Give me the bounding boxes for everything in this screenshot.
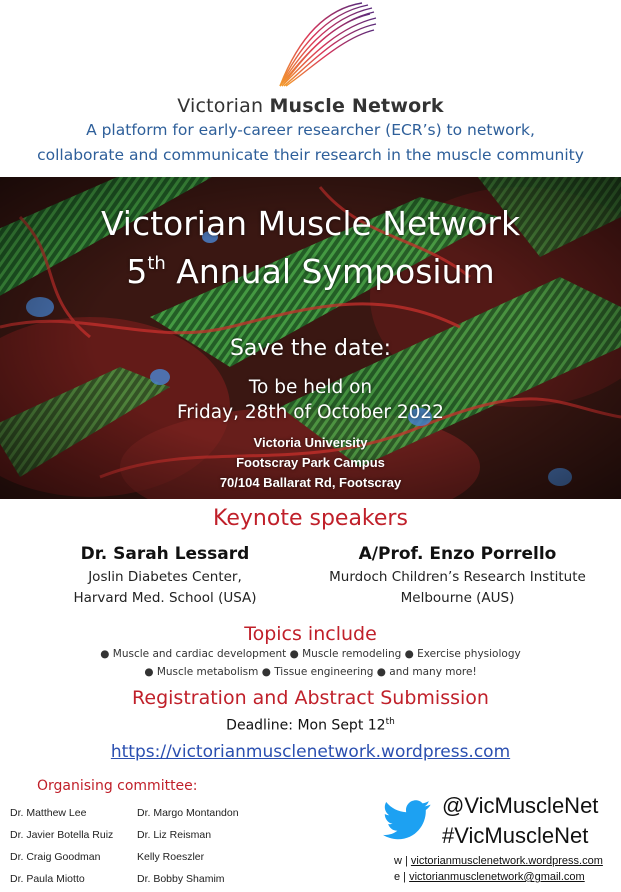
registration-link[interactable]: https://victorianmusclenetwork.wordpress.com <box>110 742 511 762</box>
tagline-line-1: A platform for early-career researcher (ECR’s) to network, <box>86 121 535 139</box>
twitter-hashtag[interactable]: #VicMuscleNet <box>442 823 589 848</box>
committee-member: Dr. Bobby Shamim <box>137 873 225 885</box>
twitter-handle[interactable]: @VicMuscleNet <box>442 793 599 818</box>
speaker-2 <box>310 544 605 609</box>
speaker-1 <box>20 544 310 609</box>
website-contact: w | victorianmusclenetwork.wordpress.com <box>394 855 603 867</box>
committee-member: Dr. Javier Botella Ruiz <box>10 829 114 841</box>
speaker-name: A/Prof. Enzo Porrello <box>358 544 557 564</box>
committee-member: Dr. Margo Montandon <box>137 807 239 819</box>
speaker-affiliation: Melbourne (AUS) <box>400 590 515 606</box>
save-the-date: Save the date: <box>229 336 392 361</box>
twitter-bird-icon <box>383 800 431 840</box>
symposium-title: Victorian Muscle Network <box>100 204 521 243</box>
keynote-title: Keynote speakers <box>213 506 408 531</box>
committee-title: Organising committee: <box>37 778 198 794</box>
committee-member: Kelly Roeszler <box>137 851 205 863</box>
committee-member: Dr. Matthew Lee <box>10 807 87 819</box>
topics-title: Topics include <box>244 623 377 645</box>
committee-member: Dr. Craig Goodman <box>10 851 101 863</box>
venue-line-2: Footscray Park Campus <box>236 455 385 470</box>
committee-member: Dr. Paula Miotto <box>10 873 85 885</box>
venue-line-1: Victoria University <box>253 435 368 450</box>
email-contact: e | victorianmusclenetwork@gmail.com <box>394 871 585 883</box>
committee-member: Dr. Liz Reisman <box>137 829 212 841</box>
org-name-light: Victorian <box>177 95 264 117</box>
speaker-affiliation: Murdoch Children’s Research Institute <box>329 569 586 585</box>
muscle-logo-icon <box>270 2 380 94</box>
tagline-line-2: collaborate and communicate their research in the muscle community <box>37 146 584 164</box>
deadline: Deadline: Mon Sept 12th <box>226 717 395 734</box>
venue-line-3: 70/104 Ballarat Rd, Footscray <box>219 475 402 490</box>
event-date: Friday, 28th of October 2022 <box>177 402 444 423</box>
topics-line-1: ● Muscle and cardiac development ● Muscle remodeling ● Exercise physiology <box>100 648 521 660</box>
website-link[interactable]: victorianmusclenetwork.wordpress.com <box>410 855 603 867</box>
speaker-affiliation: Harvard Med. School (USA) <box>73 590 257 606</box>
symposium-subtitle: 5th Annual Symposium <box>126 252 495 291</box>
hero-banner <box>0 177 621 499</box>
org-name-bold: Muscle Network <box>269 95 444 117</box>
org-title <box>0 95 621 117</box>
speaker-name: Dr. Sarah Lessard <box>80 544 250 564</box>
email-link[interactable]: victorianmusclenetwork@gmail.com <box>409 871 585 883</box>
held-on-label: To be held on <box>248 377 373 398</box>
topics-line-2: ● Muscle metabolism ● Tissue engineering ● and many more! <box>144 666 477 678</box>
registration-title: Registration and Abstract Submission <box>132 687 489 709</box>
speaker-affiliation: Joslin Diabetes Center, <box>88 569 242 585</box>
